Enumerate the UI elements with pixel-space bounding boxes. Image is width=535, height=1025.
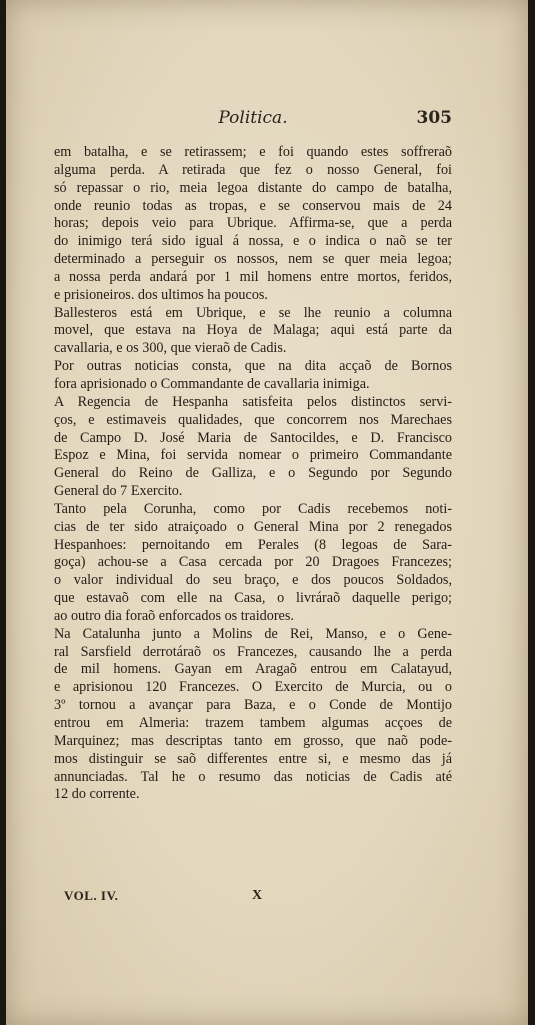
text-line: cias de ter sido atraiçoado o General Mina por 2 renegados xyxy=(54,518,452,535)
text-line: só repassar o rio, meia legoa distante do campo de batalha, xyxy=(54,179,452,196)
text-line: a nossa perda andará por 1 mil homens entre mortos, feridos, xyxy=(54,268,452,285)
text-line: Hespanhoes: pernoitando em Perales (8 legoas de Sara- xyxy=(54,536,452,553)
text-line: Espoz e Mina, foi servida nomear o primeiro Commandante xyxy=(54,447,452,464)
page-footer xyxy=(64,888,424,908)
text-line: determinado a perseguir os nossos, nem se quer meia legoa; xyxy=(54,251,452,268)
page-number: 305 xyxy=(416,108,452,128)
text-line: de Campo D. José Maria de Santocildes, e D. Francisco xyxy=(54,429,452,446)
text-line: Tanto pela Corunha, como por Cadis recebemos noti- xyxy=(54,500,452,517)
text-line: mos distinguir se saõ differentes entre si, e mesmo das já xyxy=(54,750,452,767)
running-title: Politica. xyxy=(218,108,288,128)
text-line: e prisioneiros. dos ultimos ha poucos. xyxy=(54,286,268,303)
text-line: General do Reino de Galliza, e o Segundo por Segundo xyxy=(54,465,452,482)
text-line: Por outras noticias consta, que na dita acçaõ de Bornos xyxy=(54,358,452,375)
text-line: Marquinez; mas descriptas tanto em grosso, que naõ pode- xyxy=(54,732,452,749)
text-line: horas; depois veio para Ubrique. Affirma-se, que a perda xyxy=(54,215,452,232)
text-line: cavallaria, e os 300, que vieraõ de Cadis. xyxy=(54,340,287,357)
text-line: ral Sarsfield derrotáraõ os Francezes, causando lhe a perda xyxy=(54,643,452,660)
text-line: annunciadas. Tal he o resumo das noticias de Cadis até xyxy=(54,768,452,785)
book-page xyxy=(6,0,528,1025)
text-line: que estavaõ com elle na Casa, o livráraõ daquelle perigo; xyxy=(54,590,452,607)
signature-mark: X xyxy=(252,888,263,903)
text-line: onde reunio todas as tropas, e se conservou mais de 24 xyxy=(54,197,452,214)
volume-label: VOL. IV. xyxy=(64,888,119,903)
text-line: General do 7 Exercito. xyxy=(54,483,183,500)
text-line: 12 do corrente. xyxy=(54,786,140,803)
text-line: ao outro dia foraõ enforcados os traidores. xyxy=(54,607,294,624)
text-line: entrou em Almeria: trazem tambem algumas acçoes de xyxy=(54,715,452,731)
text-line: Ballesteros está em Ubrique, e se lhe reunio a columna xyxy=(54,304,452,321)
text-line: 3º tornou a avançar para Baza, e o Conde de Montijo xyxy=(54,697,452,714)
text-line: movel, que estava na Hoya de Malaga; aqui está parte da xyxy=(54,322,452,339)
text-line: fora aprisionado o Commandante de cavallaria inimiga. xyxy=(54,375,370,392)
text-line: do inimigo terá sido igual á nossa, e o indica o naõ se ter xyxy=(54,233,452,250)
text-line: e aprisionou 120 Francezes. O Exercito de Murcia, ou o xyxy=(54,679,452,696)
text-line: o valor individual do seu braço, e dos poucos Soldados, xyxy=(54,572,452,589)
text-line: Na Catalunha junto a Molins de Rei, Manso, e o Gene- xyxy=(54,625,452,642)
body-text xyxy=(54,144,452,804)
text-line: alguma perda. A retirada que fez o nosso General, foi xyxy=(54,161,452,178)
text-line: em batalha, e se retirassem; e foi quando estes soffreraõ xyxy=(54,144,452,160)
running-header xyxy=(54,108,452,132)
text-line: goça) achou-se a Casa cercada por 20 Dragoes Francezes; xyxy=(54,554,452,571)
text-line: A Regencia de Hespanha satisfeita pelos distinctos servi- xyxy=(54,393,452,410)
text-line: de mil homens. Gayan em Aragaõ entrou em Calatayud, xyxy=(54,661,452,678)
text-line: ços, e estimaveis qualidades, que concorrem nos Marechaes xyxy=(54,411,452,428)
